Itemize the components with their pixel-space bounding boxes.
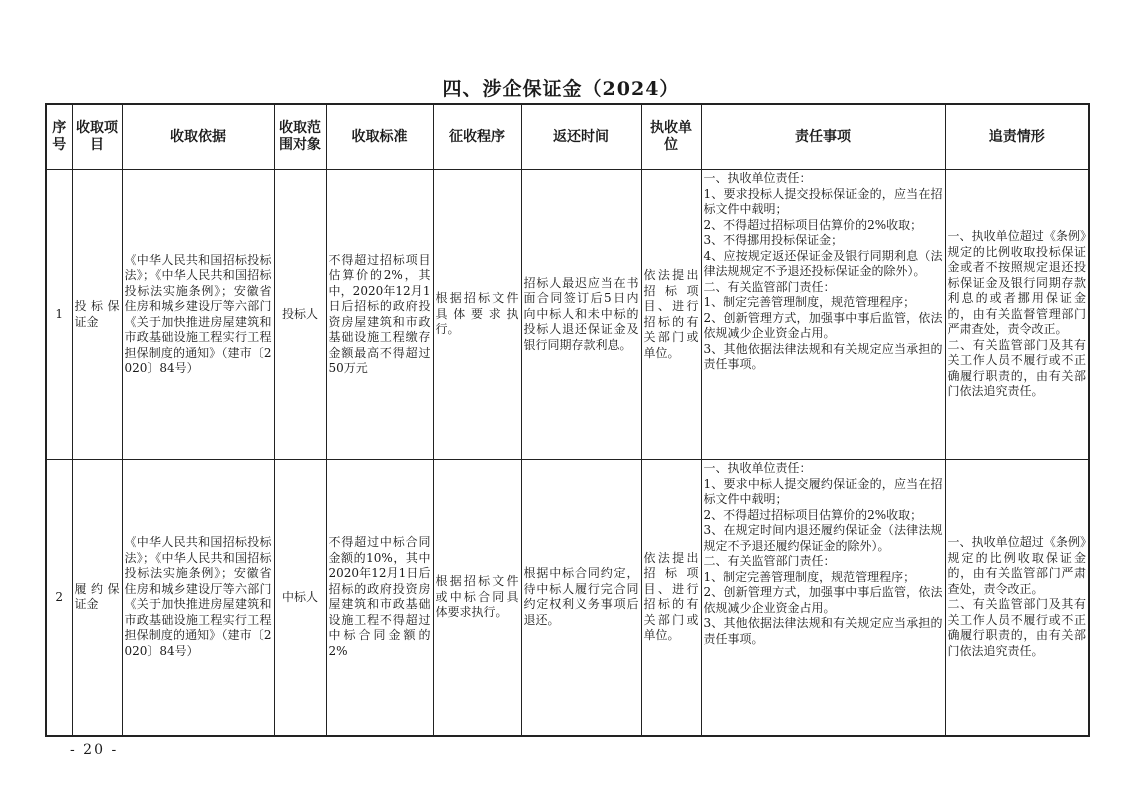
accountability-line: 二、有关监管部门及其有关工作人员不履行或不正确履行职责的，由有关部门依法追究责任。 [947, 597, 1086, 658]
cell-no: 2 [46, 460, 72, 736]
cell-unit: 依法提出招标项目、进行招标的有关部门或单位。 [641, 460, 701, 736]
duty-line: 3、不得挪用投标保证金； [703, 233, 844, 247]
cell-accountability [945, 170, 1089, 460]
header-unit: 执收单位 [641, 104, 701, 170]
table-row [46, 460, 1089, 736]
duty-line: 二、有关监管部门责任： [703, 279, 836, 294]
duty-line: 3、其他依据法律法规和有关规定应当承担的责任事项。 [703, 341, 943, 371]
duty-line: 1、要求中标人提交履约保证金的，应当在招标文件中载明； [703, 476, 943, 506]
header-standard: 收取标准 [326, 104, 433, 170]
cell-item: 履约保证金 [72, 460, 122, 736]
duty-line: 1、制定完善管理制度，规范管理程序； [703, 295, 916, 309]
duty-line: 一、执收单位责任： [703, 461, 812, 475]
page-number: - 20 - [70, 742, 119, 758]
cell-scope: 中标人 [274, 460, 326, 736]
cell-return-time: 根据中标合同约定，待中标人履行完合同约定权利义务事项后退还。 [521, 460, 641, 736]
duty-line: 2、创新管理方式，加强事中事后监管，依法依规减少企业资金占用。 [703, 310, 943, 340]
header-scope: 收取范围对象 [274, 104, 326, 170]
cell-scope: 投标人 [274, 170, 326, 460]
cell-item: 投标保证金 [72, 170, 122, 460]
cell-basis: 《中华人民共和国招标投标法》；《中华人民共和国招标投标法实施条例》；安徽省住房和城乡建设厅等六部门《关于加快推进房屋建筑和市政基础设施工程实行工程担保制度的通知》（建市〔2020〕84号） [122, 460, 274, 736]
cell-accountability [945, 460, 1089, 736]
cell-basis: 《中华人民共和国招标投标法》；《中华人民共和国招标投标法实施条例》；安徽省住房和城乡建设厅等六部门《关于加快推进房屋建筑和市政基础设施工程实行工程担保制度的通知》（建市〔2020〕84号） [122, 170, 274, 460]
header-duties: 责任事项 [701, 104, 945, 170]
duty-line: 1、要求投标人提交投标保证金的，应当在招标文件中载明； [703, 186, 943, 216]
cell-return-time: 招标人最迟应当在书面合同签订后5日内向中标人和未中标的投标人退还保证金及银行同期存款利息。 [521, 170, 641, 460]
header-accountability: 追责情形 [945, 104, 1089, 170]
accountability-line: 一、执收单位超过《条例》规定的比例收取保证金的，由有关监管部门严肃查处，责令改正。 [947, 535, 1086, 596]
header-basis: 收取依据 [122, 104, 274, 170]
page-title: 四、涉企保证金（2024） [442, 78, 680, 100]
cell-procedure: 根据招标文件或中标合同具体要求执行。 [433, 460, 521, 736]
duty-line: 4、应按规定返还保证金及银行同期利息（法律法规规定不予退还投标保证金的除外）。 [703, 248, 943, 278]
cell-unit: 依法提出招标项目、进行招标的有关部门或单位。 [641, 170, 701, 460]
duty-line: 2、不得超过招标项目估算价的2%收取； [703, 217, 923, 232]
duty-line: 3、在规定时间内退还履约保证金（法律法规规定不予退还履约保证金的除外）。 [703, 523, 943, 553]
cell-procedure: 根据招标文件具体要求执行。 [433, 170, 521, 460]
duty-line: 2、不得超过招标项目估算价的2%收取； [703, 507, 923, 522]
header-item: 收取项目 [72, 104, 122, 170]
duty-line: 二、有关监管部门责任： [703, 554, 836, 568]
header-no: 序号 [46, 104, 72, 170]
header-row [46, 104, 1089, 170]
duty-line: 1、制定完善管理制度，规范管理程序； [703, 569, 916, 584]
duty-line: 3、其他依据法律法规和有关规定应当承担的责任事项。 [703, 616, 943, 646]
duty-line: 一、执收单位责任： [703, 171, 812, 185]
cell-no: 1 [46, 170, 72, 460]
accountability-line: 一、执收单位超过《条例》规定的比例收取投标保证金或者不按照规定退还投标保证金及银行同期存款利息的或者挪用保证金的，由有关监督管理部门严肃查处，责令改正。 [947, 229, 1086, 337]
header-procedure: 征收程序 [433, 104, 521, 170]
cell-standard: 不得超过招标项目估算价的2%，其中，2020年12月1日后招标的政府投资房屋建筑和市政基础设施工程缴存金额最高不得超过50万元 [326, 170, 433, 460]
guarantee-deposit-table [45, 103, 1090, 737]
accountability-line: 二、有关监管部门及其有关工作人员不履行或不正确履行职责的，由有关部门依法追究责任。 [947, 337, 1086, 399]
duty-line: 2、创新管理方式，加强事中事后监管，依法依规减少企业资金占用。 [703, 585, 943, 615]
cell-standard: 不得超过中标合同金额的10%，其中2020年12月1日后招标的政府投资房屋建筑和市政基础设施工程不得超过中标合同金额的2% [326, 460, 433, 736]
cell-duties [701, 460, 945, 736]
cell-duties [701, 170, 945, 460]
table-row [46, 170, 1089, 460]
header-return-time: 返还时间 [521, 104, 641, 170]
